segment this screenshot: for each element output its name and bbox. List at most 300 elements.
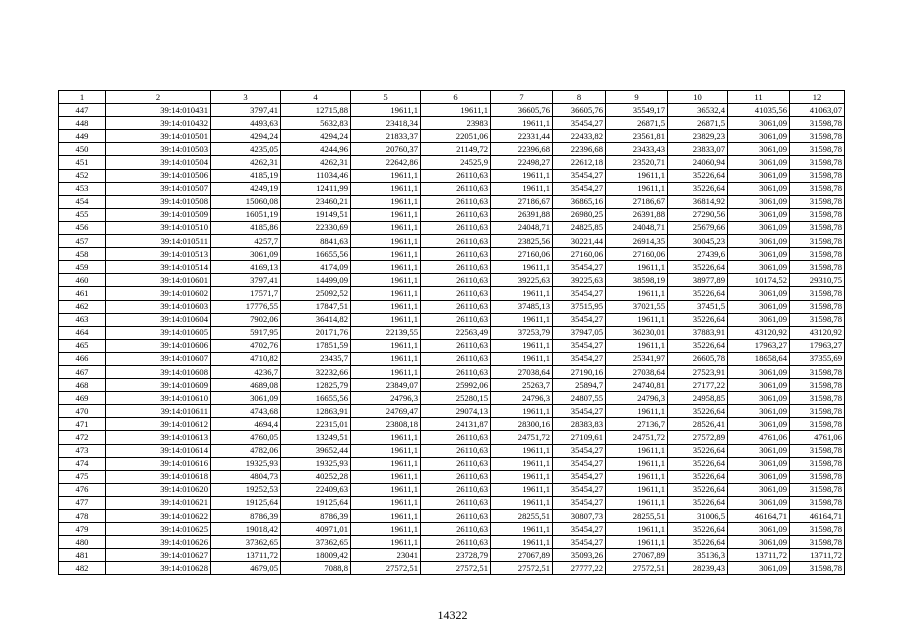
value-cell: 31598,78 (790, 457, 845, 470)
value-cell: 10174,52 (728, 274, 790, 287)
value-cell: 37253,79 (491, 326, 553, 339)
value-cell: 4244,96 (281, 143, 351, 156)
table-row (59, 274, 845, 287)
value-cell: 43120,92 (728, 326, 790, 339)
value-cell: 24060,94 (668, 156, 728, 169)
value-cell: 19611,1 (351, 235, 421, 248)
row-number-cell: 457 (59, 235, 106, 248)
value-cell: 35226,64 (668, 523, 728, 536)
value-cell: 46164,71 (728, 510, 790, 523)
value-cell: 8786,39 (281, 510, 351, 523)
value-cell: 22396,68 (553, 143, 606, 156)
value-cell: 30807,73 (553, 510, 606, 523)
value-cell: 4702,76 (211, 339, 281, 352)
row-number-cell: 482 (59, 562, 106, 575)
value-cell: 12411,99 (281, 182, 351, 195)
cadastral-number-cell: 39:14:010513 (106, 248, 211, 261)
value-cell: 8786,39 (211, 510, 281, 523)
value-cell: 4710,82 (211, 352, 281, 365)
value-cell: 3061,09 (728, 457, 790, 470)
value-cell: 3061,09 (211, 392, 281, 405)
cadastral-number-cell: 39:14:010616 (106, 457, 211, 470)
value-cell: 37362,65 (281, 536, 351, 549)
table-row (59, 523, 845, 536)
value-cell: 27038,64 (606, 365, 668, 378)
value-cell: 4760,05 (211, 431, 281, 444)
value-cell: 4169,13 (211, 261, 281, 274)
value-cell: 24048,71 (491, 221, 553, 234)
value-cell: 27777,22 (553, 562, 606, 575)
value-cell: 3061,09 (728, 287, 790, 300)
value-cell: 27186,67 (491, 195, 553, 208)
value-cell: 4679,05 (211, 562, 281, 575)
row-number-cell: 450 (59, 143, 106, 156)
value-cell: 3061,09 (728, 470, 790, 483)
cadastral-number-cell: 39:14:010509 (106, 208, 211, 221)
cadastral-number-cell: 39:14:010501 (106, 130, 211, 143)
value-cell: 19611,1 (351, 169, 421, 182)
value-cell: 26110,63 (421, 300, 491, 313)
value-cell: 26110,63 (421, 274, 491, 287)
row-number-cell: 477 (59, 496, 106, 509)
value-cell: 40971,01 (281, 523, 351, 536)
cadastral-number-cell: 39:14:010504 (106, 156, 211, 169)
row-number-cell: 458 (59, 248, 106, 261)
value-cell: 23825,56 (491, 235, 553, 248)
value-cell: 19611,1 (351, 104, 421, 117)
column-header: 2 (106, 91, 211, 104)
value-cell: 3797,41 (211, 274, 281, 287)
value-cell: 4249,19 (211, 182, 281, 195)
value-cell: 35454,27 (553, 536, 606, 549)
value-cell: 4185,86 (211, 221, 281, 234)
value-cell: 31006,5 (668, 510, 728, 523)
value-cell: 12825,79 (281, 379, 351, 392)
value-cell: 3061,09 (728, 562, 790, 575)
row-number-cell: 448 (59, 117, 106, 130)
value-cell: 19611,1 (491, 444, 553, 457)
value-cell: 26871,5 (606, 117, 668, 130)
value-cell: 24769,47 (351, 405, 421, 418)
cadastral-number-cell: 39:14:010609 (106, 379, 211, 392)
value-cell: 22330,69 (281, 221, 351, 234)
value-cell: 26110,63 (421, 235, 491, 248)
value-cell: 23829,23 (668, 130, 728, 143)
table-row (59, 444, 845, 457)
value-cell: 35226,64 (668, 169, 728, 182)
row-number-cell: 463 (59, 313, 106, 326)
table-row (59, 392, 845, 405)
value-cell: 19611,1 (351, 248, 421, 261)
value-cell: 19611,1 (351, 339, 421, 352)
value-cell: 3797,41 (211, 104, 281, 117)
table-row (59, 104, 845, 117)
value-cell: 4235,05 (211, 143, 281, 156)
value-cell: 24048,71 (606, 221, 668, 234)
value-cell: 26110,63 (421, 483, 491, 496)
row-number-cell: 452 (59, 169, 106, 182)
table-row (59, 365, 845, 378)
value-cell: 31598,78 (790, 117, 845, 130)
value-cell: 17963,27 (790, 339, 845, 352)
table-row (59, 313, 845, 326)
value-cell: 31598,78 (790, 300, 845, 313)
value-cell: 17963,27 (728, 339, 790, 352)
value-cell: 19611,1 (351, 313, 421, 326)
value-cell: 31598,78 (790, 470, 845, 483)
value-cell: 17571,7 (211, 287, 281, 300)
value-cell: 3061,09 (728, 117, 790, 130)
value-cell: 35454,27 (553, 169, 606, 182)
value-cell: 28526,41 (668, 418, 728, 431)
value-cell: 19611,1 (351, 523, 421, 536)
value-cell: 27067,89 (491, 549, 553, 562)
value-cell: 46164,71 (790, 510, 845, 523)
value-cell: 19611,1 (351, 352, 421, 365)
value-cell: 36414,82 (281, 313, 351, 326)
table-row (59, 549, 845, 562)
value-cell: 27160,06 (491, 248, 553, 261)
value-cell: 35454,27 (553, 470, 606, 483)
value-cell: 35226,64 (668, 405, 728, 418)
cadastral-number-cell: 39:14:010622 (106, 510, 211, 523)
value-cell: 25679,66 (668, 221, 728, 234)
value-cell: 22563,49 (421, 326, 491, 339)
value-cell: 19611,1 (606, 444, 668, 457)
value-cell: 27067,89 (606, 549, 668, 562)
value-cell: 37355,69 (790, 352, 845, 365)
value-cell: 4174,09 (281, 261, 351, 274)
row-number-cell: 468 (59, 379, 106, 392)
value-cell: 16655,56 (281, 248, 351, 261)
value-cell: 27572,51 (351, 562, 421, 575)
value-cell: 35226,64 (668, 287, 728, 300)
value-cell: 3061,09 (728, 195, 790, 208)
value-cell: 25263,7 (491, 379, 553, 392)
value-cell: 24796,3 (491, 392, 553, 405)
value-cell: 27439,6 (668, 248, 728, 261)
value-cell: 24751,72 (491, 431, 553, 444)
table-row (59, 221, 845, 234)
value-cell: 35226,64 (668, 182, 728, 195)
value-cell: 31598,78 (790, 496, 845, 509)
value-cell: 35549,17 (606, 104, 668, 117)
row-number-cell: 460 (59, 274, 106, 287)
value-cell: 26110,63 (421, 523, 491, 536)
row-number-cell: 475 (59, 470, 106, 483)
value-cell: 4761,06 (728, 431, 790, 444)
value-cell: 3061,09 (728, 365, 790, 378)
value-cell: 31598,78 (790, 379, 845, 392)
row-number-cell: 478 (59, 510, 106, 523)
row-number-cell: 467 (59, 365, 106, 378)
table-body (59, 104, 845, 575)
value-cell: 26110,63 (421, 431, 491, 444)
value-cell: 4294,24 (281, 130, 351, 143)
cadastral-number-cell: 39:14:010626 (106, 536, 211, 549)
cadastral-number-cell: 39:14:010514 (106, 261, 211, 274)
value-cell: 23520,71 (606, 156, 668, 169)
value-cell: 23849,07 (351, 379, 421, 392)
value-cell: 21833,37 (351, 130, 421, 143)
value-cell: 19611,1 (351, 182, 421, 195)
cadastral-number-cell: 39:14:010603 (106, 300, 211, 313)
value-cell: 26391,88 (606, 208, 668, 221)
value-cell: 13711,72 (728, 549, 790, 562)
value-cell: 13249,51 (281, 431, 351, 444)
value-cell: 38598,19 (606, 274, 668, 287)
value-cell: 35454,27 (553, 352, 606, 365)
value-cell: 18009,42 (281, 549, 351, 562)
cadastral-number-cell: 39:14:010606 (106, 339, 211, 352)
value-cell: 36605,76 (553, 104, 606, 117)
value-cell: 19611,1 (351, 457, 421, 470)
value-cell: 22433,82 (553, 130, 606, 143)
row-number-cell: 476 (59, 483, 106, 496)
value-cell: 24796,3 (606, 392, 668, 405)
value-cell: 35454,27 (553, 405, 606, 418)
value-cell: 4804,73 (211, 470, 281, 483)
table-row (59, 248, 845, 261)
value-cell: 22396,68 (491, 143, 553, 156)
value-cell: 11034,46 (281, 169, 351, 182)
value-cell: 19611,1 (606, 470, 668, 483)
value-cell: 15060,08 (211, 195, 281, 208)
value-cell: 31598,78 (790, 169, 845, 182)
value-cell: 30045,23 (668, 235, 728, 248)
value-cell: 26871,5 (668, 117, 728, 130)
value-cell: 37451,5 (668, 300, 728, 313)
table-row (59, 431, 845, 444)
value-cell: 31598,78 (790, 523, 845, 536)
value-cell: 31598,78 (790, 418, 845, 431)
value-cell: 7088,8 (281, 562, 351, 575)
value-cell: 29310,75 (790, 274, 845, 287)
value-cell: 19611,1 (491, 457, 553, 470)
row-number-cell: 481 (59, 549, 106, 562)
value-cell: 13711,72 (211, 549, 281, 562)
table-row (59, 562, 845, 575)
value-cell: 28255,51 (491, 510, 553, 523)
value-cell: 3061,09 (211, 248, 281, 261)
value-cell: 22409,63 (281, 483, 351, 496)
data-table (58, 90, 845, 575)
value-cell: 25280,15 (421, 392, 491, 405)
value-cell: 26110,63 (421, 169, 491, 182)
value-cell: 3061,09 (728, 221, 790, 234)
value-cell: 25341,97 (606, 352, 668, 365)
value-cell: 39225,63 (491, 274, 553, 287)
value-cell: 28300,16 (491, 418, 553, 431)
table-row (59, 143, 845, 156)
value-cell: 28239,43 (668, 562, 728, 575)
value-cell: 23808,18 (351, 418, 421, 431)
value-cell: 19611,1 (606, 313, 668, 326)
row-number-cell: 456 (59, 221, 106, 234)
value-cell: 36532,4 (668, 104, 728, 117)
value-cell: 37883,91 (668, 326, 728, 339)
value-cell: 22051,06 (421, 130, 491, 143)
cadastral-number-cell: 39:14:010607 (106, 352, 211, 365)
value-cell: 26110,63 (421, 248, 491, 261)
value-cell: 31598,78 (790, 536, 845, 549)
value-cell: 19611,1 (491, 405, 553, 418)
value-cell: 19611,1 (491, 313, 553, 326)
table-row (59, 182, 845, 195)
value-cell: 12863,91 (281, 405, 351, 418)
value-cell: 31598,78 (790, 195, 845, 208)
value-cell: 4689,08 (211, 379, 281, 392)
value-cell: 19611,1 (606, 496, 668, 509)
value-cell: 3061,09 (728, 392, 790, 405)
value-cell: 28383,83 (553, 418, 606, 431)
row-number-cell: 455 (59, 208, 106, 221)
value-cell: 24131,87 (421, 418, 491, 431)
value-cell: 4262,31 (281, 156, 351, 169)
row-number-cell: 472 (59, 431, 106, 444)
value-cell: 13711,72 (790, 549, 845, 562)
row-number-cell: 479 (59, 523, 106, 536)
value-cell: 23435,7 (281, 352, 351, 365)
value-cell: 35226,64 (668, 483, 728, 496)
value-cell: 26110,63 (421, 536, 491, 549)
value-cell: 25894,7 (553, 379, 606, 392)
value-cell: 19611,1 (351, 300, 421, 313)
table-row (59, 405, 845, 418)
table-row (59, 418, 845, 431)
value-cell: 31598,78 (790, 182, 845, 195)
value-cell: 36865,16 (553, 195, 606, 208)
value-cell: 27523,91 (668, 365, 728, 378)
value-cell: 43120,92 (790, 326, 845, 339)
value-cell: 35093,26 (553, 549, 606, 562)
value-cell: 22315,01 (281, 418, 351, 431)
value-cell: 37947,05 (553, 326, 606, 339)
column-header: 6 (421, 91, 491, 104)
value-cell: 27190,16 (553, 365, 606, 378)
value-cell: 35454,27 (553, 444, 606, 457)
value-cell: 19611,1 (351, 287, 421, 300)
column-header: 4 (281, 91, 351, 104)
value-cell: 35454,27 (553, 261, 606, 274)
value-cell: 4236,7 (211, 365, 281, 378)
cadastral-number-cell: 39:14:010621 (106, 496, 211, 509)
column-header: 5 (351, 91, 421, 104)
row-number-cell: 459 (59, 261, 106, 274)
value-cell: 19252,53 (211, 483, 281, 496)
value-cell: 26391,88 (491, 208, 553, 221)
value-cell: 19611,1 (491, 352, 553, 365)
value-cell: 31598,78 (790, 444, 845, 457)
value-cell: 24740,81 (606, 379, 668, 392)
column-header: 7 (491, 91, 553, 104)
value-cell: 27572,51 (491, 562, 553, 575)
value-cell: 23561,81 (606, 130, 668, 143)
value-cell: 19018,42 (211, 523, 281, 536)
value-cell: 4743,68 (211, 405, 281, 418)
value-cell: 37485,13 (491, 300, 553, 313)
cadastral-number-cell: 39:14:010432 (106, 117, 211, 130)
value-cell: 26110,63 (421, 208, 491, 221)
value-cell: 23728,79 (421, 549, 491, 562)
value-cell: 22612,18 (553, 156, 606, 169)
value-cell: 36230,01 (606, 326, 668, 339)
value-cell: 38977,89 (668, 274, 728, 287)
value-cell: 26110,63 (421, 339, 491, 352)
value-cell: 35454,27 (553, 182, 606, 195)
value-cell: 37362,65 (211, 536, 281, 549)
table-row (59, 352, 845, 365)
value-cell: 26110,63 (421, 182, 491, 195)
value-cell: 31598,78 (790, 248, 845, 261)
value-cell: 27160,06 (606, 248, 668, 261)
value-cell: 41063,07 (790, 104, 845, 117)
value-cell: 19611,1 (491, 483, 553, 496)
value-cell: 19611,1 (491, 339, 553, 352)
value-cell: 35136,3 (668, 549, 728, 562)
value-cell: 26110,63 (421, 365, 491, 378)
column-header: 3 (211, 91, 281, 104)
value-cell: 27177,22 (668, 379, 728, 392)
value-cell: 19611,1 (351, 195, 421, 208)
value-cell: 4694,4 (211, 418, 281, 431)
value-cell: 27160,06 (553, 248, 606, 261)
value-cell: 31598,78 (790, 287, 845, 300)
value-cell: 19611,1 (491, 182, 553, 195)
value-cell: 4257,7 (211, 235, 281, 248)
value-cell: 19611,1 (351, 365, 421, 378)
value-cell: 3061,09 (728, 261, 790, 274)
value-cell: 37021,55 (606, 300, 668, 313)
cadastral-number-cell: 39:14:010612 (106, 418, 211, 431)
row-number-cell: 447 (59, 104, 106, 117)
value-cell: 7902,06 (211, 313, 281, 326)
value-cell: 35226,64 (668, 444, 728, 457)
value-cell: 19611,1 (606, 261, 668, 274)
value-cell: 31598,78 (790, 130, 845, 143)
cadastral-number-cell: 39:14:010604 (106, 313, 211, 326)
value-cell: 20171,76 (281, 326, 351, 339)
value-cell: 21149,72 (421, 143, 491, 156)
value-cell: 26914,35 (606, 235, 668, 248)
column-header: 10 (668, 91, 728, 104)
value-cell: 31598,78 (790, 235, 845, 248)
value-cell: 3061,09 (728, 523, 790, 536)
row-number-cell: 449 (59, 130, 106, 143)
value-cell: 27186,67 (606, 195, 668, 208)
value-cell: 12715,88 (281, 104, 351, 117)
value-cell: 19611,1 (491, 470, 553, 483)
value-cell: 35454,27 (553, 313, 606, 326)
value-cell: 35226,64 (668, 496, 728, 509)
value-cell: 23041 (351, 549, 421, 562)
value-cell: 19611,1 (421, 104, 491, 117)
value-cell: 26110,63 (421, 496, 491, 509)
value-cell: 30221,44 (553, 235, 606, 248)
value-cell: 5632,83 (281, 117, 351, 130)
value-cell: 28255,51 (606, 510, 668, 523)
table-row (59, 156, 845, 169)
value-cell: 19125,64 (281, 496, 351, 509)
value-cell: 3061,09 (728, 379, 790, 392)
column-header: 8 (553, 91, 606, 104)
value-cell: 19611,1 (491, 536, 553, 549)
value-cell: 35454,27 (553, 523, 606, 536)
table-row (59, 195, 845, 208)
value-cell: 19611,1 (491, 169, 553, 182)
value-cell: 26110,63 (421, 221, 491, 234)
value-cell: 24825,85 (553, 221, 606, 234)
